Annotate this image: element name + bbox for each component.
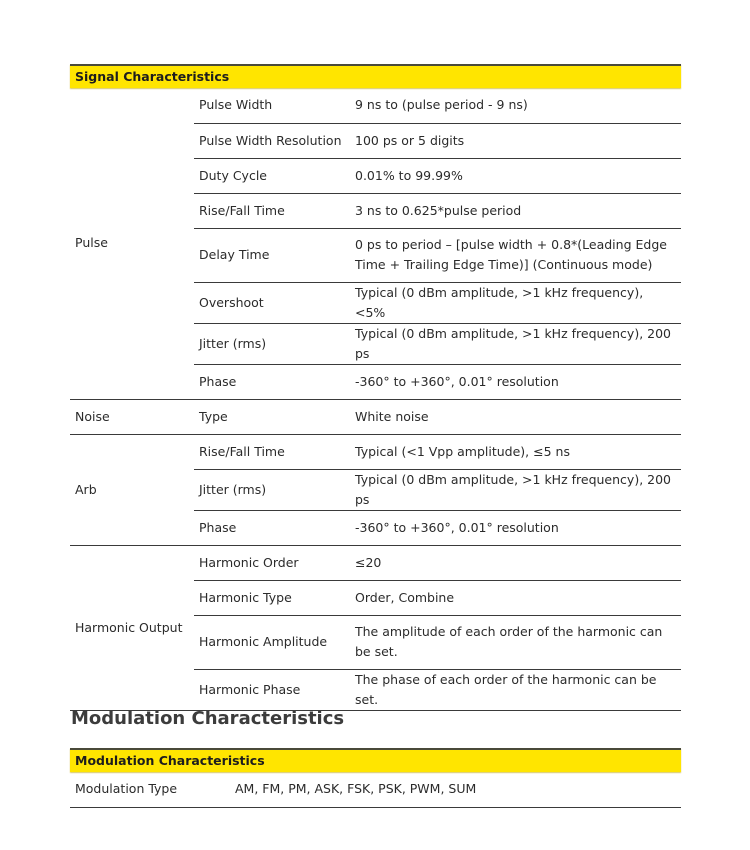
table-row (70, 772, 681, 807)
param-label: Harmonic Amplitude (194, 615, 350, 669)
param-label: Pulse Width Resolution (194, 123, 350, 158)
group-label-harmonic-output: Harmonic Output (70, 545, 194, 710)
param-label: Jitter (rms) (194, 323, 350, 364)
signal-characteristics-table (70, 64, 681, 711)
param-label: Jitter (rms) (194, 469, 350, 510)
group-label-pulse: Pulse (70, 88, 194, 399)
param-label: Harmonic Phase (194, 669, 350, 710)
param-value: 100 ps or 5 digits (350, 123, 681, 158)
param-value: AM, FM, PM, ASK, FSK, PSK, PWM, SUM (230, 772, 681, 807)
param-value: ≤20 (350, 545, 681, 580)
param-value: -360° to +360°, 0.01° resolution (350, 510, 681, 545)
param-value: Order, Combine (350, 580, 681, 615)
param-label: Type (194, 399, 350, 434)
modulation-characteristics-table (70, 748, 681, 808)
param-label: Rise/Fall Time (194, 193, 350, 228)
param-value: 9 ns to (pulse period - 9 ns) (350, 88, 681, 123)
table-row (70, 399, 681, 434)
param-value: Typical (0 dBm amplitude, >1 kHz frequency), <5% (350, 282, 681, 323)
section-title: Modulation Characteristics (71, 708, 345, 729)
param-value: Typical (0 dBm amplitude, >1 kHz frequency), 200 ps (350, 323, 681, 364)
table-header: Signal Characteristics (70, 64, 681, 88)
table-header: Modulation Characteristics (70, 748, 681, 772)
param-label: Overshoot (194, 282, 350, 323)
param-label: Harmonic Order (194, 545, 350, 580)
param-label: Rise/Fall Time (194, 434, 350, 469)
param-value: Typical (<1 Vpp amplitude), ≤5 ns (350, 434, 681, 469)
param-value: -360° to +360°, 0.01° resolution (350, 364, 681, 399)
table-row (70, 88, 681, 123)
group-label-noise: Noise (70, 399, 194, 434)
param-value: 3 ns to 0.625*pulse period (350, 193, 681, 228)
table-row (70, 434, 681, 469)
param-value: Typical (0 dBm amplitude, >1 kHz frequency), 200 ps (350, 469, 681, 510)
table-row (70, 545, 681, 580)
param-label: Modulation Type (70, 772, 230, 807)
group-label-arb: Arb (70, 434, 194, 545)
param-label: Harmonic Type (194, 580, 350, 615)
param-label: Delay Time (194, 228, 350, 282)
param-label: Pulse Width (194, 88, 350, 123)
param-label: Duty Cycle (194, 158, 350, 193)
param-value: White noise (350, 399, 681, 434)
param-value: The phase of each order of the harmonic can be set. (350, 669, 681, 710)
param-label: Phase (194, 364, 350, 399)
param-value: The amplitude of each order of the harmonic can be set. (350, 615, 681, 669)
param-value: 0.01% to 99.99% (350, 158, 681, 193)
param-label: Phase (194, 510, 350, 545)
param-value: 0 ps to period – [pulse width + 0.8*(Leading Edge Time + Trailing Edge Time)] (Continuous mode) (350, 228, 681, 282)
